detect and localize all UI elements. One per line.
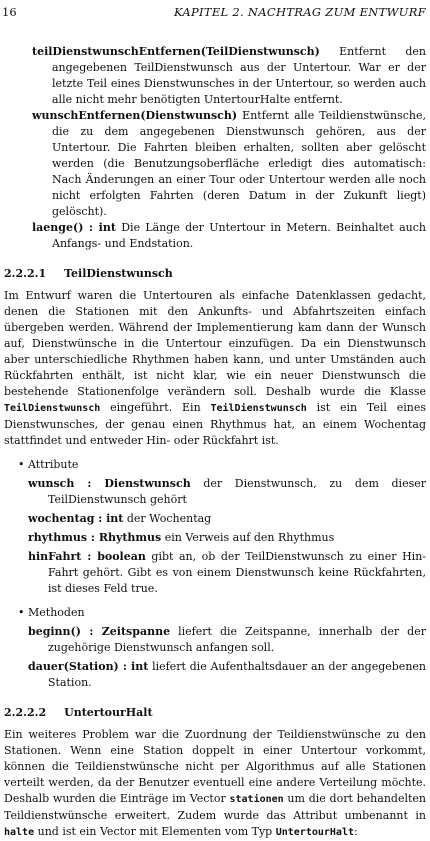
- attribute-signature: hinFahrt : boolean: [28, 550, 146, 563]
- section-paragraph: Im Entwurf waren die Untertouren als einfache Datenklassen gedacht, denen die Stationen mit den Ankunfts- und Abfahrtszeiten einfach übergeben werden. Während der Implementierung kam dann der Wunsch auf, Dienstwünsche in die Untertour einzufügen. Da ein Dienstwunsch aber unterschiedliche Rhythmen haben kann, und unter Umständen auch Rückfahrten enthält, ist nicht klar, wie ein neuer Dienstwunsch die bestehende Stationenfolge verändern soll. Deshalb wurde die Klasse TeilDienstwunsch eingeführt. Ein TeilDienstwunsch ist ein Teil eines Dienstwunsches, der genau einen Rhythmus hat, an einem Wochentag stattfindet und entweder Hin- oder Rückfahrt ist.: [4, 289, 427, 447]
- bullet-label: Methoden: [28, 606, 85, 619]
- section-number: 2.2.2.1: [4, 267, 47, 280]
- section-number: 2.2.2.2: [4, 706, 47, 719]
- bullet-dot-icon: •: [18, 606, 25, 619]
- bullet-methods: [4, 605, 426, 621]
- code-term: UntertourHalt: [275, 827, 354, 838]
- method-entry: [32, 44, 426, 108]
- section-title: TeilDienstwunsch: [64, 267, 173, 280]
- page-body: [4, 44, 426, 841]
- running-title: KAPITEL 2. NACHTRAG ZUM ENTWURF: [173, 5, 426, 19]
- page-number: 16: [2, 5, 17, 19]
- method-entry: [32, 108, 426, 220]
- section-heading: [4, 705, 426, 721]
- bullet-attributes: [4, 457, 426, 473]
- attribute-description: gibt an, ob der TeilDienstwunsch zu einer Hin-Fahrt gehört. Gibt es von einem Dienstwunsch keine Rückfahrten, ist dieses Feld true.: [48, 550, 426, 595]
- attribute-signature: rhythmus : Rhythmus: [28, 531, 162, 544]
- attribute-description: der Dienstwunsch, zu dem dieser TeilDienstwunsch gehört: [48, 477, 427, 506]
- method-entry: [28, 624, 426, 656]
- attribute-description: der Wochentag: [123, 512, 212, 525]
- section-title: UntertourHalt: [64, 706, 153, 719]
- code-term: TeilDienstwunsch: [4, 403, 101, 414]
- method-description: liefert die Zeitspanne, innerhalb der der zugehörige Dienstwunsch anfangen soll.: [48, 625, 426, 654]
- attribute-entry: [28, 511, 426, 527]
- method-description: Die Länge der Untertour in Metern. Beinhaltet auch Anfangs- und Endstation.: [52, 221, 426, 250]
- attribute-entry: [28, 476, 426, 508]
- attribute-signature: wochentag : int: [28, 512, 124, 525]
- attribute-signature: wunsch : Dienstwunsch: [28, 477, 191, 490]
- attribute-entry: [28, 530, 426, 546]
- bullet-label: Attribute: [28, 458, 79, 471]
- page-header: [0, 4, 430, 20]
- method-entry: [32, 220, 426, 252]
- bullet-dot-icon: •: [18, 458, 25, 471]
- method-signature: beginn() : Zeitspanne: [28, 625, 171, 638]
- attribute-entry: [28, 549, 426, 597]
- code-term: halte: [4, 827, 35, 838]
- section-heading: [4, 266, 426, 282]
- method-description: Entfernt alle Teildienstwünsche, die zu dem angegebenen Dienstwunsch gehören, aus der Untertour. Die Fahrten bleiben erhalten, sollten aber gelöscht werden (die Benutzungsoberfläche erledigt dies automatisch: Nach Änderungen an einer Tour oder Untertour werden alle noch nicht erfolgten Fahrten (deren Datum in der Zukunft liegt) gelöscht).: [52, 109, 426, 218]
- section-paragraph: Ein weiteres Problem war die Zuordnung der Teildienstwünsche zu den Stationen. Wenn eine Station doppelt in einer Untertour vorkommt, können die Teildienstwünsche nicht per Algorithmus auf alle Stationen verteilt werden, da der Benutzer eventuell eine andere Verteilung möchte. Deshalb wurden die Einträge im Vector stationen um die dort behandelten Teildienstwünsche erweitert. Zudem wurde das Attribut umbenannt in halte und ist ein Vector mit Elementen vom Typ UntertourHalt:: [4, 728, 426, 838]
- code-term: stationen: [229, 794, 284, 805]
- method-signature: dauer(Station) : int: [28, 660, 149, 673]
- method-description: liefert die Aufenthaltsdauer an der angegebenen Station.: [48, 660, 426, 689]
- method-entry: [28, 659, 426, 691]
- method-signature: wunschEntfernen(Dienstwunsch): [32, 109, 238, 122]
- attribute-description: ein Verweis auf den Rhythmus: [161, 531, 335, 544]
- code-term: TeilDienstwunsch: [210, 403, 307, 414]
- method-description: Entfernt den angegebenen TeilDienstwunsch aus der Untertour. War er der letzte Teil eines Dienstwunsches in der Untertour, so werden auch alle nicht mehr benötigten UntertourHalte entfernt.: [52, 45, 426, 106]
- method-signature: laenge() : int: [32, 221, 116, 234]
- method-signature: teilDienstwunschEntfernen(TeilDienstwunsch): [32, 45, 320, 58]
